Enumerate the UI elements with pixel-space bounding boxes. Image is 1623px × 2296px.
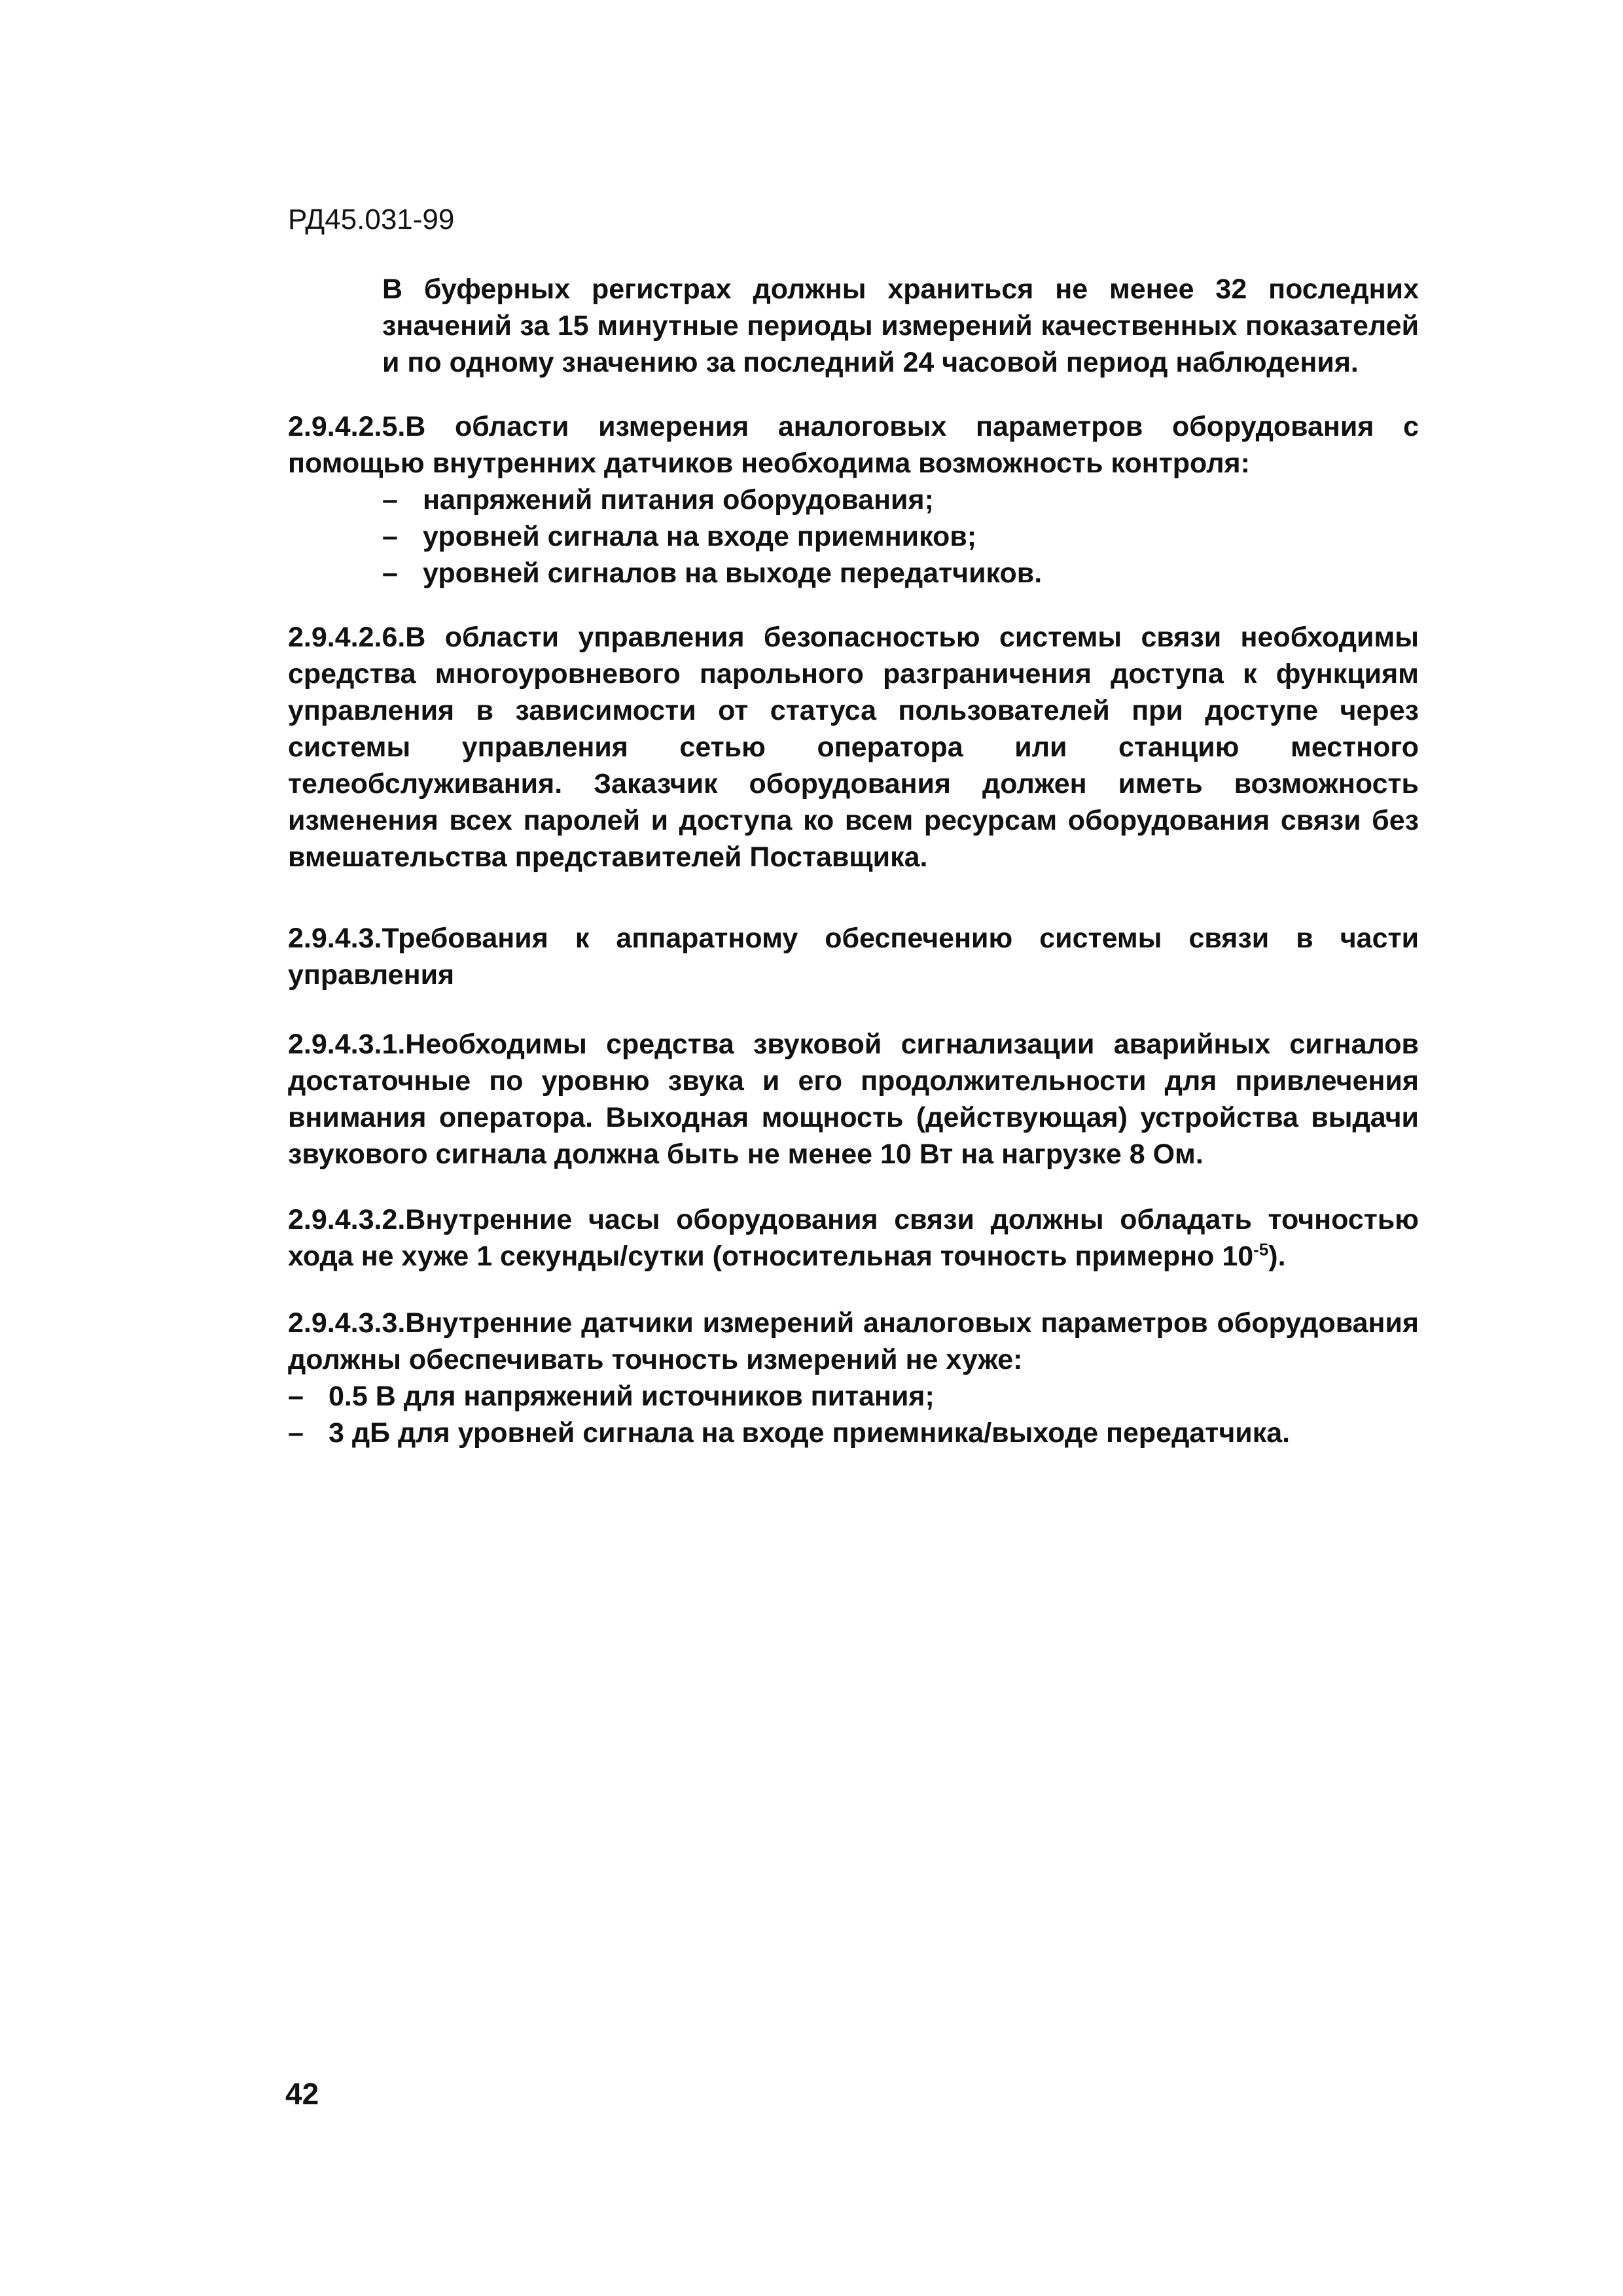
list-item bbox=[382, 482, 1419, 518]
clause-2-9-4-2-6: 2.9.4.2.6.В области управления безопасностью системы связи необходимы средства многоуровневого парольного разграничения доступа к функциям управления в зависимости от статуса пользователей при доступе через системы управления сетью оператора или станцию местного телеобслуживания. Заказчик оборудования должен иметь возможность изменения всех паролей и доступа ко всем ресурсам оборудования связи без вмешательства представителей Поставщика. bbox=[288, 622, 1419, 873]
dash-marker: – bbox=[382, 521, 398, 552]
clause-2-9-4-2-5-text: 2.9.4.2.5.В области измерения аналоговых параметров оборудования с помощью внутренних датчиков необходима возможность контроля: bbox=[288, 411, 1419, 479]
exponent: -5 bbox=[1253, 1239, 1269, 1260]
dash-marker: – bbox=[382, 484, 398, 516]
list-item-text: уровней сигнала на входе приемников; bbox=[423, 521, 977, 552]
list-item-text: 3 дБ для уровней сигнала на входе приемника/выходе передатчика. bbox=[329, 1417, 1291, 1449]
clause-2-9-4-3-1: 2.9.4.3.1.Необходимы средства звуковой сигнализации аварийных сигналов достаточные по уровню звука и его продолжительности для привлечения внимания оператора. Выходная мощность (действующая) устройства выдачи звукового сигнала должна быть не менее 10 Вт на нагрузке 8 Ом. bbox=[288, 1029, 1419, 1170]
list-item bbox=[382, 518, 1419, 555]
dash-marker: – bbox=[288, 1417, 304, 1449]
clause-2-9-4-3-2-end: ). bbox=[1268, 1241, 1286, 1272]
clause-2-9-4-3-3 bbox=[288, 1305, 1419, 1451]
list-item bbox=[288, 1415, 1419, 1451]
clause-2-9-4-2-5-list bbox=[288, 482, 1419, 592]
buffer-registers-paragraph: В буферных регистрах должны храниться не менее 32 последних значений за 15 минутные периоды измерений качественных показателей и по одному значению за последний 24 часовой период наблюдения. bbox=[382, 274, 1419, 378]
list-item-text: 0.5 В для напряжений источников питания; bbox=[329, 1381, 935, 1412]
clause-2-9-4-3-2 bbox=[288, 1201, 1419, 1275]
clause-2-9-4-3-3-list bbox=[288, 1378, 1419, 1451]
list-item bbox=[382, 555, 1419, 592]
list-item-text: напряжений питания оборудования; bbox=[423, 484, 934, 516]
document-code: РД45.031-99 bbox=[288, 203, 455, 236]
clause-2-9-4-3-2-text: 2.9.4.3.2.Внутренние часы оборудования связи должны обладать точностью хода не хуже 1 секунды/сутки (относительная точность примерно 10 bbox=[288, 1204, 1419, 1272]
dash-marker: – bbox=[382, 557, 398, 589]
page-number: 42 bbox=[285, 2077, 319, 2111]
clause-2-9-4-2-5 bbox=[288, 408, 1419, 592]
clause-2-9-4-3-3-text: 2.9.4.3.3.Внутренние датчики измерений аналоговых параметров оборудования должны обеспечивать точность измерений не хуже: bbox=[288, 1307, 1419, 1375]
clause-2-9-4-3: 2.9.4.3.Требования к аппаратному обеспечению системы связи в части управления bbox=[288, 923, 1419, 991]
list-item-text: уровней сигналов на выходе передатчиков. bbox=[423, 557, 1043, 589]
dash-marker: – bbox=[288, 1381, 304, 1412]
list-item bbox=[288, 1378, 1419, 1415]
